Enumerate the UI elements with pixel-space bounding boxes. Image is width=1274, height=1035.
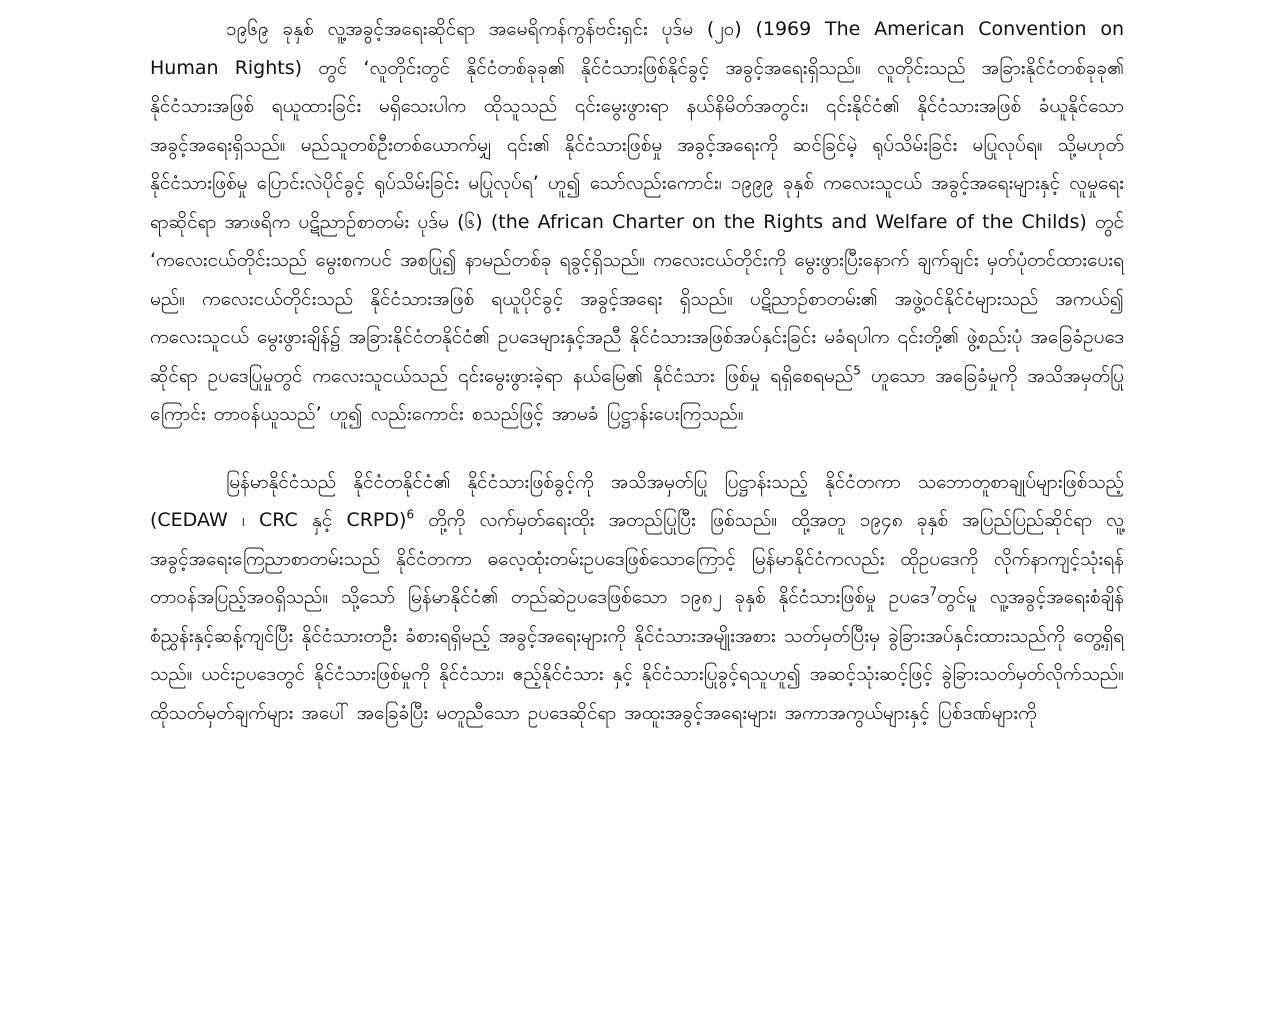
document-page	[150, 0, 1124, 732]
footnote-marker-7: 7	[929, 584, 938, 599]
footnote-marker-5: 5	[853, 363, 861, 378]
footnote-marker-6: 6	[406, 507, 415, 522]
paragraph-text: ၁၉၆၉ ခုနှစ် လူ့အခွင့်အရေးဆိုင်ရာ အမေရိကန်ကွန်ဗင်းရှင်း ပုဒ်မ (၂၀) (1969 The American Convention on Human Rights) တွင် ‘လူတိုင်းတွင် နိုင်ငံတစ်ခုခု၏ နိုင်ငံသားဖြစ်နိုင်ခွင့် အခွင့်အရေးရှိသည်။ လူတိုင်းသည် အခြားနိုင်ငံတစ်ခုခု၏ နိုင်ငံသားအဖြစ် ရယူထားခြင်း မရှိသေးပါက ထိုသူသည် ၎င်းမွေးဖွားရာ နယ်နိမိတ်အတွင်း၊ ၎င်းနိုင်ငံ၏ နိုင်ငံသားအဖြစ် ခံယူနိုင်သော အခွင့်အရေးရှိသည်။ မည်သူတစ်ဦးတစ်ယောက်မျှ ၎င်း၏ နိုင်ငံသားဖြစ်မှု အခွင့်အရေးကို ဆင်ခြင်မဲ့ ရုပ်သိမ်းခြင်း မပြုလုပ်ရ။ သို့မဟုတ် နိုင်ငံသားဖြစ်မှု ပြောင်းလဲပိုင်ခွင့် ရုပ်သိမ်းခြင်း မပြုလုပ်ရ’ ဟူ၍ သော်လည်းကောင်း၊ ၁၉၉၉ ခုနှစ် ကလေးသူငယ် အခွင့်အရေးများနှင့် လူမှုရေးရာဆိုင်ရာ အာဖရိက ပဋိညာဉ်စာတမ်း ပုဒ်မ (၆) (the African Charter on the Rights and Welfare of the Childs) တွင် ‘ကလေးငယ်တိုင်းသည် မွေးစကပင် အစပြု၍ နာမည်တစ်ခု ရခွင့်ရှိသည်။ ကလေးငယ်တိုင်းကို မွေးဖွားပြီးနောက် ချက်ချင်း မှတ်ပုံတင်ထားပေးရမည်။ ကလေးငယ်တိုင်းသည် နိုင်ငံသားအဖြစ် ရယူပိုင်ခွင့် အခွင့်အရေး ရှိသည်။ ပဋိညာဉ်စာတမ်း၏ အဖွဲ့ဝင်နိုင်ငံများသည် အကယ်၍ ကလေးသူငယ် မွေးဖွားချိန်၌ အခြားနိုင်ငံတနိုင်ငံ၏ ဥပဒေများနှင့်အညီ နိုင်ငံသားအဖြစ်အပ်နှင်းခြင်း မခံရပါက ၎င်းတို့၏ ဖွဲ့စည်းပုံ အခြေခံဥပဒေဆိုင်ရာ ဥပဒေပြုမှုတွင် ကလေးသူငယ်သည် ၎င်းမွေးဖွားခဲ့ရာ နယ်မြေ၏ နိုင်ငံသား ဖြစ်မှု ရရှိစေရမည်	[150, 18, 1124, 387]
paragraph-text: တို့ကို လက်မှတ်ရေးထိုး အတည်ပြုပြီး ဖြစ်သည်။ ထို့အတူ ၁၉၄၈ ခုနှစ် အပြည်ပြည်ဆိုင်ရာ လူ့အခွင့်အရေးကြေညာစာတမ်းသည် နိုင်ငံတကာ ဓလေ့ထုံးတမ်းဥပဒေဖြစ်သောကြောင့် မြန်မာနိုင်ငံကလည်း ထိုဥပဒေကို လိုက်နာကျင့်သုံးရန် တာဝန်အပြည့်အဝရှိသည်။ သို့သော် မြန်မာနိုင်ငံ၏ တည်ဆဲဥပဒေဖြစ်သော ၁၉၈၂ ခုနှစ် နိုင်ငံသားဖြစ်မှု ဥပဒေ	[150, 509, 1124, 608]
paragraph-text: ဟူသော အခြေခံမှုကို အသိအမှတ်ပြုကြောင်း တာဝန်ယူသည်’ ဟူ၍ လည်းကောင်း စသည်ဖြင့် အာမခံ ပြဋ္ဌာန်းပေးကြသည်။	[150, 364, 1124, 425]
paragraph-american-african-conventions	[150, 0, 1124, 434]
paragraph-text: မြန်မာနိုင်ငံသည် နိုင်ငံတနိုင်ငံ၏ နိုင်ငံသားဖြစ်ခွင့်ကို အသိအမှတ်ပြု ပြဋ္ဌာန်းသည့် နိုင်ငံတကာ သဘောတူစာချုပ်များဖြစ်သည့် (CEDAW ၊ CRC နှင့် CRPD)	[150, 470, 1124, 531]
paragraph-text: တွင်မူ လူ့အခွင့်အရေးစံချိန်စံညွှန်းနှင့်ဆန့်ကျင်ပြီး နိုင်ငံသားတဦး ခံစားရရှိမည့် အခွင့်အရေးများကို နိုင်ငံသားအမျိုးအစား သတ်မှတ်ပြီးမှ ခွဲခြားအပ်နှင်းထားသည်ကို တွေ့ရှိရသည်။ ယင်းဥပဒေတွင် နိုင်ငံသားဖြစ်မှုကို နိုင်ငံသား၊ ဧည့်နိုင်ငံသား နှင့် နိုင်ငံသားပြုခွင့်ရသူဟူ၍ အဆင့်သုံးဆင့်ဖြင့် ခွဲခြားသတ်မှတ်လိုက်သည်။ ထိုသတ်မှတ်ချက်များ အပေါ် အခြေခံပြီး မတူညီသော ဥပဒေဆိုင်ရာ အထူးအခွင့်အရေးများ၊ အကာအကွယ်များနှင့် ပြစ်ဒဏ်များကို	[150, 586, 1124, 724]
paragraph-myanmar-citizenship-law	[150, 463, 1124, 733]
